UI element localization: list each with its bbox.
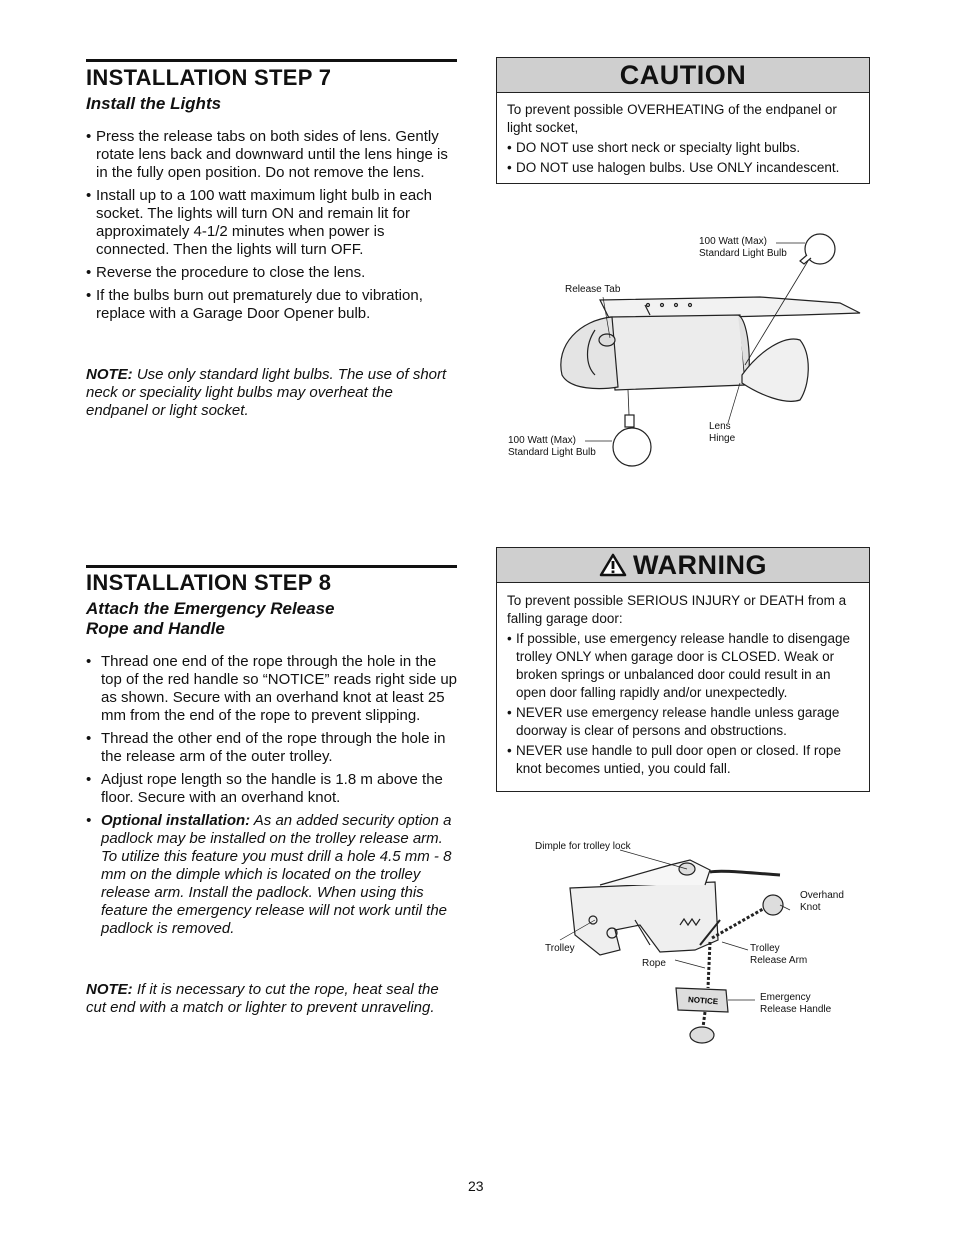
label-line: 100 Watt (Max) xyxy=(699,236,767,247)
label-rope: Rope xyxy=(642,958,666,969)
list-item: • Press the release tabs on both sides of lens. Gently rotate lens back and downward until the lens hinge is in the fully open position. Do not remove the lens. xyxy=(86,128,458,182)
note-label: NOTE: xyxy=(86,366,133,383)
warning-body xyxy=(497,583,869,786)
step7-bullets xyxy=(86,128,458,328)
list-item xyxy=(86,812,458,938)
list-item: • NEVER use handle to pull door open or closed. If rope knot becomes untied, you could fall. xyxy=(507,742,859,778)
step7-title: INSTALLATION STEP 7 xyxy=(86,65,332,90)
label-line: Emergency xyxy=(760,992,811,1003)
label-line: Standard Light Bulb xyxy=(508,447,596,458)
label-line: Lens xyxy=(709,421,731,432)
list-item: • DO NOT use halogen bulbs. Use ONLY incandescent. xyxy=(507,159,859,177)
step8-title: INSTALLATION STEP 8 xyxy=(86,570,332,595)
caution-intro: To prevent possible OVERHEATING of the endpanel or light socket, xyxy=(507,102,837,135)
caution-header xyxy=(497,58,869,93)
trolley-release-diagram xyxy=(540,850,860,1050)
label-emergency-handle xyxy=(760,992,831,1016)
warning-header xyxy=(497,548,869,583)
label-lens-hinge xyxy=(709,421,735,445)
label-line: Trolley xyxy=(750,943,780,954)
list-item: • Install up to a 100 watt maximum light bulb in each socket. The lights will turn ON and remain lit for approximately 4-1/2 minutes when power is connected. Then the lights will turn OFF. xyxy=(86,187,458,259)
warning-triangle-icon xyxy=(599,553,627,577)
label-line: Release Handle xyxy=(760,1004,832,1015)
page-number: 23 xyxy=(468,1178,484,1194)
caution-title: CAUTION xyxy=(619,59,747,90)
list-item: • If the bulbs burn out prematurely due to vibration, replace with a Garage Door Opener bulb. xyxy=(86,287,458,323)
step7-note xyxy=(86,366,458,420)
label-line: Standard Light Bulb xyxy=(699,248,787,259)
list-item: • NEVER use emergency release handle unless garage doorway is clear of persons and obstructions. xyxy=(507,704,859,740)
list-item: • Thread one end of the rope through the hole in the top of the red handle so “NOTICE” reads right side up as shown. Secure with an overhand knot at least 25 mm from the end of the rope to prevent slipping. xyxy=(86,653,458,725)
step7-subtitle: Install the Lights xyxy=(86,94,222,113)
label-line: Overhand xyxy=(800,890,844,901)
warning-box xyxy=(496,547,870,792)
handle-notice-text: NOTICE xyxy=(687,995,719,1007)
list-item: • Thread the other end of the rope through the hole in the release arm of the outer trolley. xyxy=(86,730,458,766)
list-item: • Reverse the procedure to close the lens. xyxy=(86,264,458,282)
caution-box xyxy=(496,57,870,184)
caution-body xyxy=(497,93,869,185)
label-overhand-knot xyxy=(800,890,844,914)
label-line: 100 Watt (Max) xyxy=(508,435,576,446)
optional-label: Optional installation: xyxy=(101,812,251,829)
subtitle-line: Attach the Emergency Release xyxy=(86,599,335,618)
list-item: • DO NOT use short neck or specialty light bulbs. xyxy=(507,139,859,157)
list-item: • Adjust rope length so the handle is 1.8 m above the floor. Secure with an overhand knot. xyxy=(86,771,458,807)
label-line: Release Arm xyxy=(750,955,808,966)
label-line: Knot xyxy=(800,902,821,913)
note-text: If it is necessary to cut the rope, heat seal the cut end with a match or lighter to prevent unraveling. xyxy=(86,981,439,1016)
label-bulb-bottom xyxy=(508,435,596,459)
note-label: NOTE: xyxy=(86,981,133,998)
label-line: Hinge xyxy=(709,433,736,444)
note-text: Use only standard light bulbs. The use of short neck or speciality light bulbs may overheat the endpanel or light socket. xyxy=(86,366,447,419)
step8-rule xyxy=(86,565,457,568)
label-dimple: Dimple for trolley lock xyxy=(535,841,631,852)
step8-subtitle xyxy=(86,599,335,639)
label-trolley: Trolley xyxy=(545,943,575,954)
step8-note xyxy=(86,981,458,1017)
label-trolley-release-arm xyxy=(750,943,807,967)
warning-intro: To prevent possible SERIOUS INJURY or DEATH from a falling garage door: xyxy=(507,593,847,626)
step7-rule xyxy=(86,59,457,62)
step8-bullets xyxy=(86,653,458,943)
list-item: • If possible, use emergency release handle to disengage trolley ONLY when garage door is CLOSED. Weak or broken springs or unbalanced door could result in an open door falling rapidly and/or unexpectedly. xyxy=(507,630,859,702)
subtitle-line: Rope and Handle xyxy=(86,619,225,638)
label-release-tab: Release Tab xyxy=(565,284,621,295)
warning-title: WARNING xyxy=(633,549,767,580)
label-bulb-top xyxy=(699,236,787,260)
optional-text: As an added security option a padlock may be installed on the trolley release arm. To utilize this feature you must drill a hole 4.5 mm - 8 mm on the dimple which is located on the trolley release arm. Install the padlock. When using this feature the emergency release will not work until the padlock is removed. xyxy=(101,812,452,937)
